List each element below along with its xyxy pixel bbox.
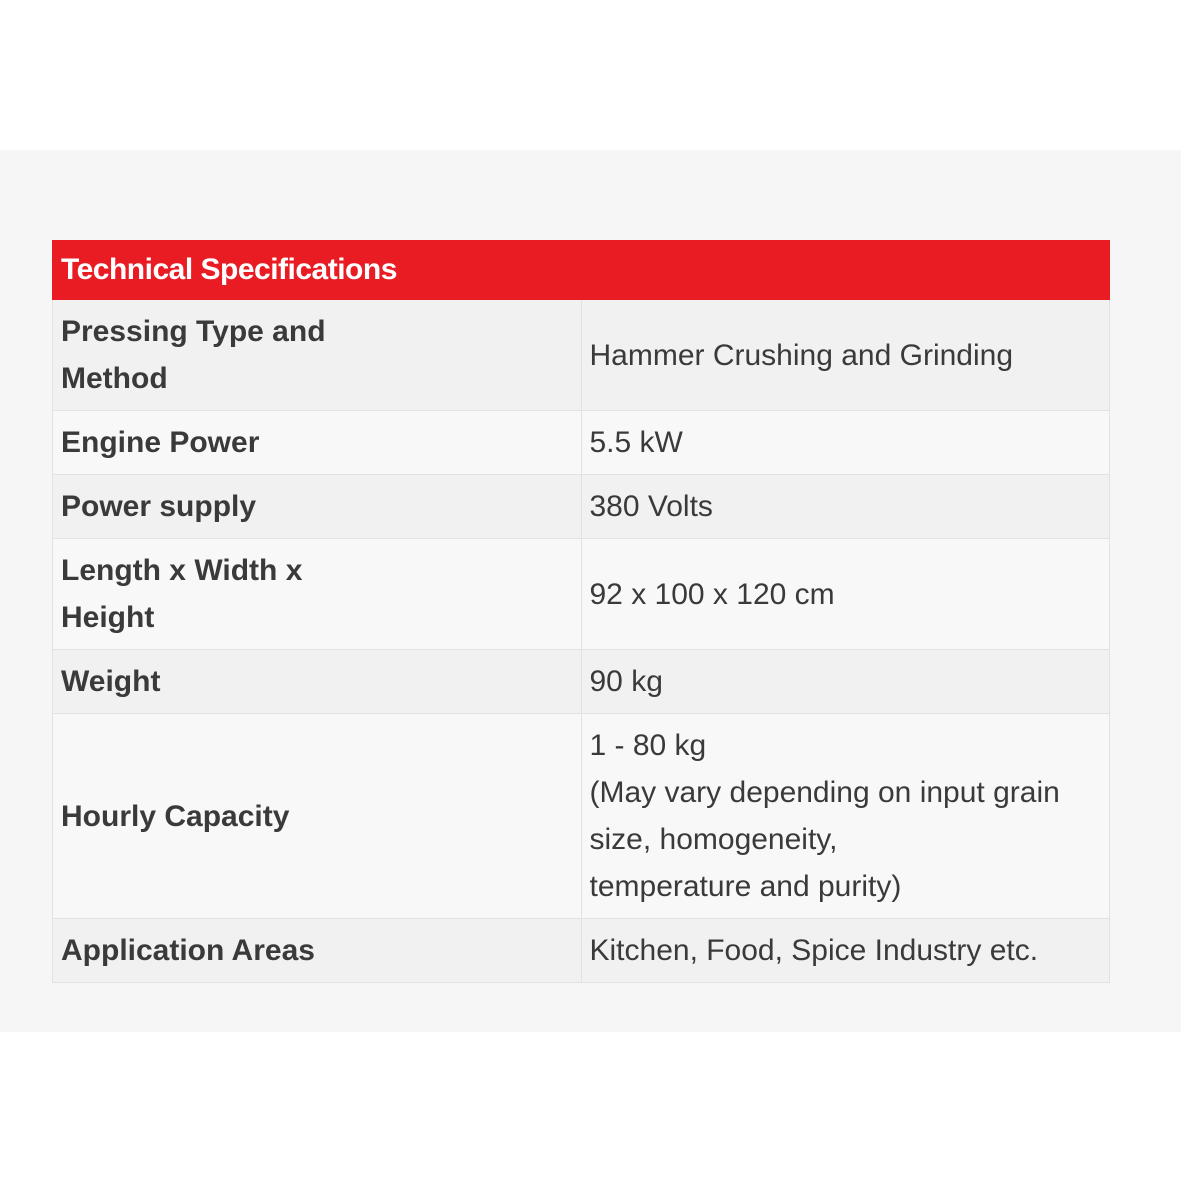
spec-value-line: 1 - 80 kg bbox=[589, 729, 707, 762]
spec-value-line: 5.5 kW bbox=[589, 426, 683, 459]
spec-label bbox=[53, 539, 582, 650]
table-row bbox=[53, 300, 1110, 411]
spec-value-line: 380 Volts bbox=[589, 490, 713, 523]
spec-value bbox=[581, 539, 1110, 650]
spec-label-line: Hourly Capacity bbox=[61, 799, 290, 833]
spec-label bbox=[53, 919, 582, 983]
spec-label-line: Application Areas bbox=[61, 934, 315, 967]
spec-label-line: Pressing Type and bbox=[61, 315, 326, 348]
spec-value bbox=[581, 475, 1110, 539]
spec-value bbox=[581, 714, 1110, 919]
spec-label-line: Length x Width x bbox=[61, 554, 303, 587]
spec-value bbox=[581, 300, 1110, 411]
spec-label-line: Height bbox=[61, 601, 155, 634]
table-row bbox=[53, 650, 1110, 714]
spec-value bbox=[581, 650, 1110, 714]
spec-value-line: temperature and purity) bbox=[589, 870, 902, 903]
spec-value-line: 92 x 100 x 120 cm bbox=[589, 577, 835, 611]
spec-value-line: (May vary depending on input grain size, homogeneity, bbox=[589, 776, 1060, 856]
spec-label bbox=[53, 300, 582, 411]
table-header-row bbox=[53, 241, 1110, 300]
spec-label-line: Engine Power bbox=[61, 426, 260, 459]
spec-label-line: Power supply bbox=[61, 490, 257, 523]
spec-label bbox=[53, 411, 582, 475]
spec-value-line: 90 kg bbox=[589, 665, 663, 698]
table-title: Technical Specifications bbox=[53, 241, 1110, 300]
spec-label bbox=[53, 650, 582, 714]
spec-label-line: Method bbox=[61, 362, 168, 395]
table-row bbox=[53, 411, 1110, 475]
table-row bbox=[53, 539, 1110, 650]
table-row bbox=[53, 475, 1110, 539]
spec-value bbox=[581, 411, 1110, 475]
spec-label bbox=[53, 475, 582, 539]
table-row bbox=[53, 919, 1110, 983]
spec-label-line: Weight bbox=[61, 665, 161, 698]
spec-value-line: Kitchen, Food, Spice Industry etc. bbox=[589, 934, 1039, 967]
spec-label bbox=[53, 714, 582, 919]
spec-value bbox=[581, 919, 1110, 983]
table-row bbox=[53, 714, 1110, 919]
technical-specifications-table bbox=[52, 240, 1110, 983]
spec-value-line: Hammer Crushing and Grinding bbox=[589, 338, 1014, 372]
